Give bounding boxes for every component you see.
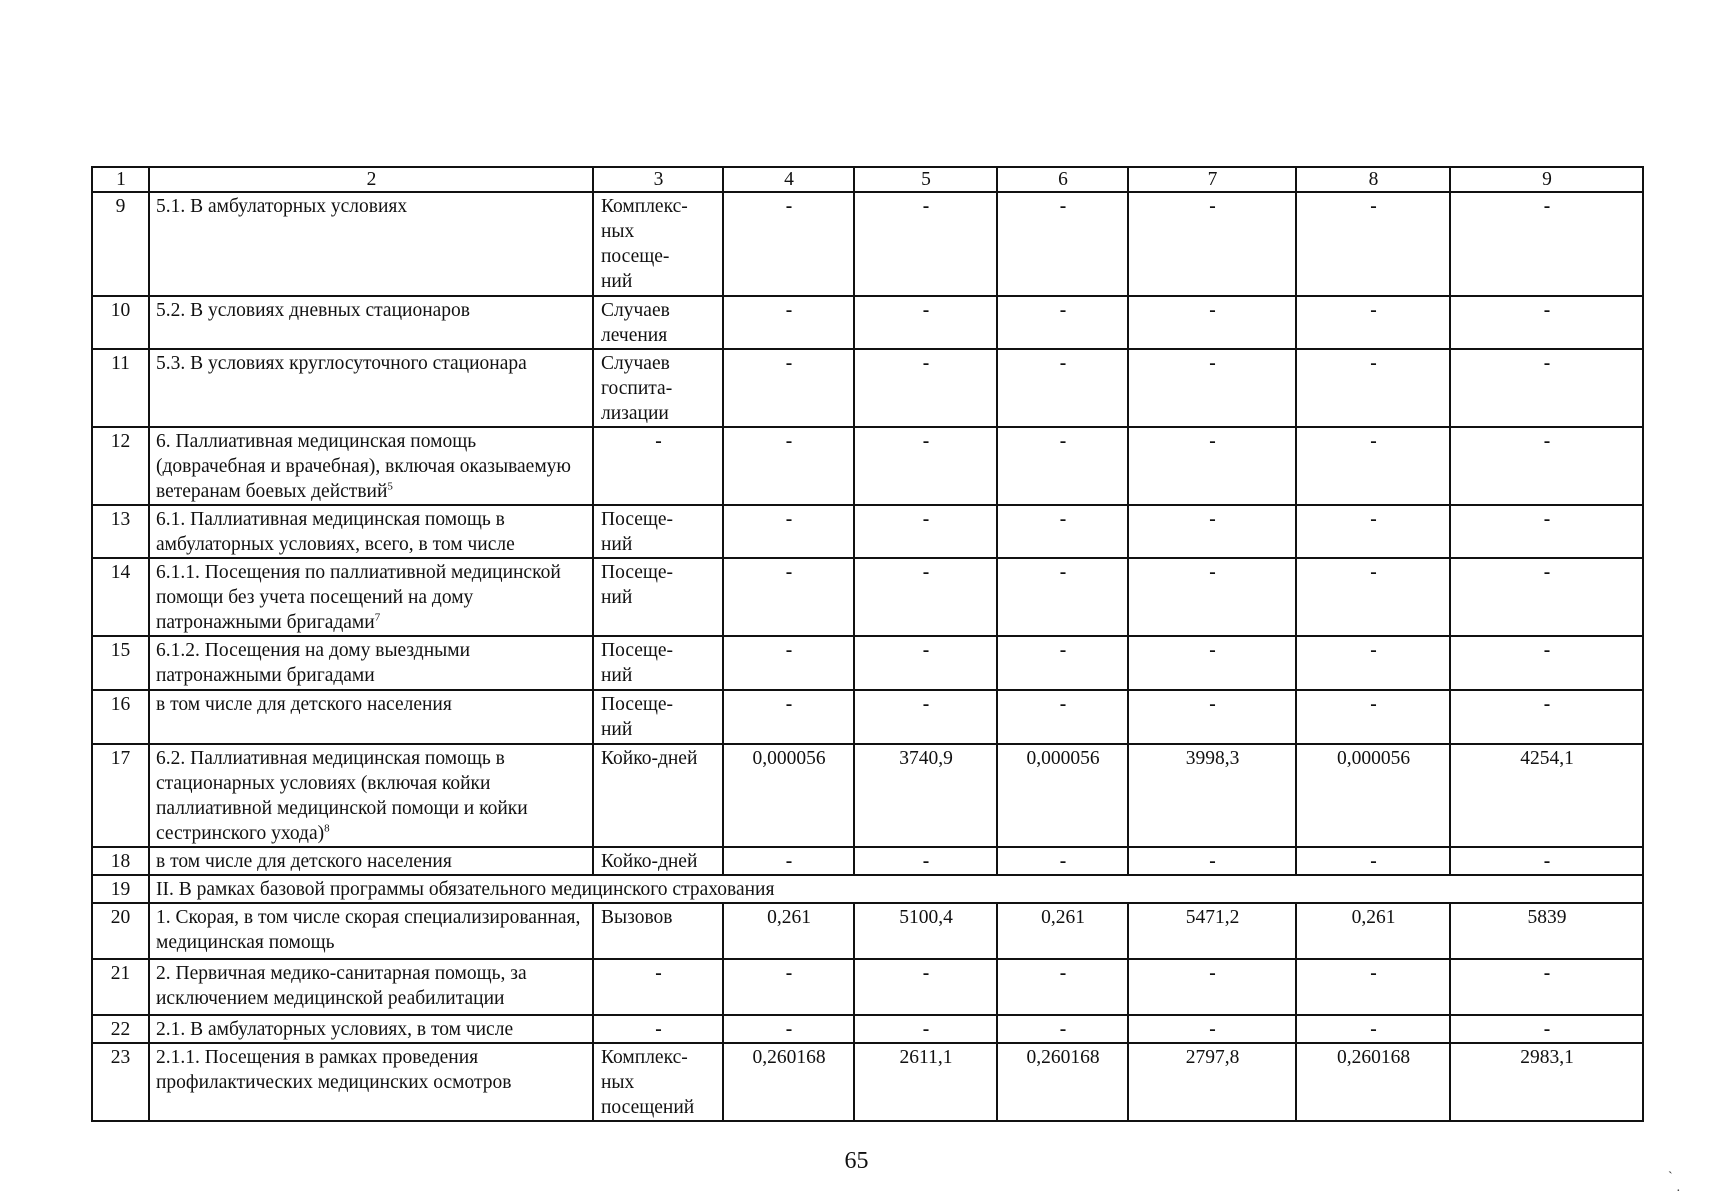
value-cell: - — [1450, 558, 1643, 636]
header-cell: 9 — [1450, 167, 1643, 192]
row-number-cell: 12 — [92, 427, 149, 505]
value-cell: - — [1128, 959, 1296, 1015]
value-cell: - — [854, 690, 997, 744]
value-cell: - — [723, 847, 854, 875]
item-name-text: 6.1.2. Посещения на дому выездными патронажными бригадами — [156, 640, 471, 686]
value-cell: - — [997, 192, 1128, 296]
value-cell: - — [1450, 847, 1643, 875]
value-cell: - — [1296, 636, 1450, 690]
value-cell: - — [1128, 296, 1296, 349]
value-cell: - — [723, 1015, 854, 1043]
item-name-text: 6. Паллиативная медицинская помощь (доврачебная и врачебная), включая оказываемую ветеранам боевых действий — [156, 431, 571, 502]
table-body — [92, 167, 1643, 1121]
item-name-cell — [149, 636, 593, 690]
value-cell: - — [1296, 192, 1450, 296]
value-cell: - — [1450, 1015, 1643, 1043]
item-name-cell — [149, 847, 593, 875]
value-cell: 0,260168 — [723, 1043, 854, 1121]
value-cell: - — [1296, 349, 1450, 427]
value-cell: - — [1128, 505, 1296, 558]
value-cell: - — [1450, 427, 1643, 505]
value-cell: - — [854, 505, 997, 558]
value-cell: - — [1450, 690, 1643, 744]
value-cell: - — [854, 1015, 997, 1043]
value-cell: - — [1450, 959, 1643, 1015]
value-cell: 0,000056 — [1296, 744, 1450, 847]
table-row — [92, 903, 1643, 959]
value-cell: - — [723, 558, 854, 636]
value-cell: 0,261 — [1296, 903, 1450, 959]
value-cell: 5839 — [1450, 903, 1643, 959]
value-cell: - — [997, 1015, 1128, 1043]
value-cell: - — [854, 636, 997, 690]
value-cell: - — [723, 192, 854, 296]
item-name-text: в том числе для детского населения — [156, 694, 452, 715]
value-cell: - — [854, 192, 997, 296]
table-row — [92, 427, 1643, 505]
value-cell: 4254,1 — [1450, 744, 1643, 847]
value-cell: 5100,4 — [854, 903, 997, 959]
item-name-cell — [149, 1015, 593, 1043]
item-name-text: 5.1. В амбулаторных условиях — [156, 196, 408, 217]
row-number-cell: 11 — [92, 349, 149, 427]
header-cell: 5 — [854, 167, 997, 192]
row-number-cell: 19 — [92, 875, 149, 903]
row-number-cell: 23 — [92, 1043, 149, 1121]
value-cell: - — [1296, 847, 1450, 875]
unit-cell: Комплекс- ных посещений — [593, 1043, 723, 1121]
value-cell: - — [1296, 427, 1450, 505]
value-cell: - — [997, 296, 1128, 349]
value-cell: - — [1450, 636, 1643, 690]
value-cell: - — [1450, 349, 1643, 427]
value-cell: - — [1128, 349, 1296, 427]
value-cell: - — [1128, 192, 1296, 296]
value-cell: 0,000056 — [997, 744, 1128, 847]
footnote-marker: 8 — [324, 822, 330, 835]
row-number-cell: 21 — [92, 959, 149, 1015]
header-cell: 1 — [92, 167, 149, 192]
item-name-cell — [149, 1043, 593, 1121]
value-cell: 0,000056 — [723, 744, 854, 847]
unit-cell: Случаев госпита- лизации — [593, 349, 723, 427]
value-cell: - — [854, 427, 997, 505]
unit-cell: Посеще- ний — [593, 558, 723, 636]
value-cell: - — [1128, 1015, 1296, 1043]
row-number-cell: 13 — [92, 505, 149, 558]
row-number-cell: 15 — [92, 636, 149, 690]
row-number-cell: 20 — [92, 903, 149, 959]
section-heading-cell: II. В рамках базовой программы обязательного медицинского страхования — [149, 875, 1643, 903]
unit-cell: - — [593, 427, 723, 505]
value-cell: - — [1296, 296, 1450, 349]
value-cell: 2797,8 — [1128, 1043, 1296, 1121]
row-number-cell: 10 — [92, 296, 149, 349]
value-cell: - — [723, 690, 854, 744]
table-row — [92, 1015, 1643, 1043]
unit-cell: Посеще- ний — [593, 505, 723, 558]
value-cell: - — [997, 847, 1128, 875]
item-name-cell — [149, 427, 593, 505]
column-number-header-row — [92, 167, 1643, 192]
value-cell: - — [1128, 636, 1296, 690]
table-row — [92, 690, 1643, 744]
header-cell: 4 — [723, 167, 854, 192]
item-name-cell — [149, 505, 593, 558]
value-cell: - — [997, 959, 1128, 1015]
value-cell: - — [1128, 847, 1296, 875]
value-cell: 0,260168 — [997, 1043, 1128, 1121]
table-row — [92, 1043, 1643, 1121]
value-cell: - — [997, 427, 1128, 505]
table-row — [92, 296, 1643, 349]
value-cell: - — [854, 847, 997, 875]
value-cell: 0,260168 — [1296, 1043, 1450, 1121]
value-cell: - — [1296, 959, 1450, 1015]
value-cell: - — [1450, 192, 1643, 296]
footnote-marker: 5 — [387, 480, 393, 493]
value-cell: - — [723, 505, 854, 558]
header-cell: 6 — [997, 167, 1128, 192]
header-cell: 8 — [1296, 167, 1450, 192]
unit-cell: Койко-дней — [593, 847, 723, 875]
unit-cell: - — [593, 959, 723, 1015]
item-name-text: 6.1. Паллиативная медицинская помощь в амбулаторных условиях, всего, в том числе — [156, 509, 515, 555]
value-cell: 5471,2 — [1128, 903, 1296, 959]
value-cell: - — [723, 427, 854, 505]
header-cell: 3 — [593, 167, 723, 192]
value-cell: 0,261 — [723, 903, 854, 959]
value-cell: - — [997, 636, 1128, 690]
value-cell: - — [1296, 558, 1450, 636]
value-cell: - — [1128, 558, 1296, 636]
item-name-cell — [149, 296, 593, 349]
table-row — [92, 875, 1643, 903]
table-row — [92, 636, 1643, 690]
item-name-cell — [149, 558, 593, 636]
item-name-cell — [149, 192, 593, 296]
row-number-cell: 18 — [92, 847, 149, 875]
value-cell: 3998,3 — [1128, 744, 1296, 847]
page-number: 65 — [844, 1148, 869, 1174]
unit-cell: - — [593, 1015, 723, 1043]
value-cell: - — [723, 349, 854, 427]
value-cell: - — [854, 558, 997, 636]
row-number-cell: 16 — [92, 690, 149, 744]
value-cell: - — [997, 349, 1128, 427]
table-row — [92, 349, 1643, 427]
row-number-cell: 17 — [92, 744, 149, 847]
table-row — [92, 959, 1643, 1015]
table-row — [92, 744, 1643, 847]
value-cell: - — [854, 349, 997, 427]
value-cell: - — [1450, 505, 1643, 558]
value-cell: - — [997, 505, 1128, 558]
value-cell: - — [854, 296, 997, 349]
value-cell: - — [723, 959, 854, 1015]
row-number-cell: 9 — [92, 192, 149, 296]
table-row — [92, 505, 1643, 558]
item-name-text: 6.2. Паллиативная медицинская помощь в стационарных условиях (включая койки паллиативной медицинской помощи и койки сестринского ухода) — [156, 748, 528, 844]
table-row — [92, 847, 1643, 875]
value-cell: - — [1296, 1015, 1450, 1043]
item-name-cell — [149, 690, 593, 744]
value-cell: - — [997, 690, 1128, 744]
footnote-marker: 7 — [374, 611, 381, 624]
unit-cell: Случаев лечения — [593, 296, 723, 349]
item-name-text: 6.1.1. Посещения по паллиативной медицинской помощи без учета посещений на дому патронажными бригадами — [156, 562, 561, 633]
unit-cell: Комплекс- ных посеще- ний — [593, 192, 723, 296]
value-cell: - — [854, 959, 997, 1015]
header-cell: 7 — [1128, 167, 1296, 192]
row-number-cell: 14 — [92, 558, 149, 636]
item-name-cell — [149, 349, 593, 427]
item-name-text: 2.1.1. Посещения в рамках проведения профилактических медицинских осмотров — [156, 1047, 512, 1093]
scan-artifact-mark: ` — [1668, 1170, 1673, 1185]
value-cell: 2611,1 — [854, 1043, 997, 1121]
value-cell: - — [997, 558, 1128, 636]
value-cell: - — [1128, 690, 1296, 744]
value-cell: 2983,1 — [1450, 1043, 1643, 1121]
item-name-cell — [149, 744, 593, 847]
value-cell: - — [1450, 296, 1643, 349]
value-cell: - — [1296, 690, 1450, 744]
item-name-text: 2. Первичная медико-санитарная помощь, за исключением медицинской реабилитации — [156, 963, 527, 1009]
value-cell: - — [1128, 427, 1296, 505]
scan-artifact-mark: · — [1676, 1184, 1681, 1199]
value-cell: 3740,9 — [854, 744, 997, 847]
document-table — [91, 166, 1644, 1122]
unit-cell: Койко-дней — [593, 744, 723, 847]
table-row — [92, 192, 1643, 296]
unit-cell: Посеще- ний — [593, 690, 723, 744]
value-cell: 0,261 — [997, 903, 1128, 959]
value-cell: - — [723, 296, 854, 349]
unit-cell: Вызовов — [593, 903, 723, 959]
item-name-text: 1. Скорая, в том числе скорая специализированная, медицинская помощь — [156, 907, 581, 953]
unit-cell: Посеще- ний — [593, 636, 723, 690]
header-cell: 2 — [149, 167, 593, 192]
item-name-text: 2.1. В амбулаторных условиях, в том числе — [156, 1019, 514, 1040]
value-cell: - — [1296, 505, 1450, 558]
table-row — [92, 558, 1643, 636]
item-name-cell — [149, 903, 593, 959]
item-name-text: в том числе для детского населения — [156, 851, 452, 872]
value-cell: - — [723, 636, 854, 690]
item-name-text: 5.3. В условиях круглосуточного стационара — [156, 353, 527, 374]
row-number-cell: 22 — [92, 1015, 149, 1043]
item-name-cell — [149, 959, 593, 1015]
item-name-text: 5.2. В условиях дневных стационаров — [156, 300, 470, 321]
